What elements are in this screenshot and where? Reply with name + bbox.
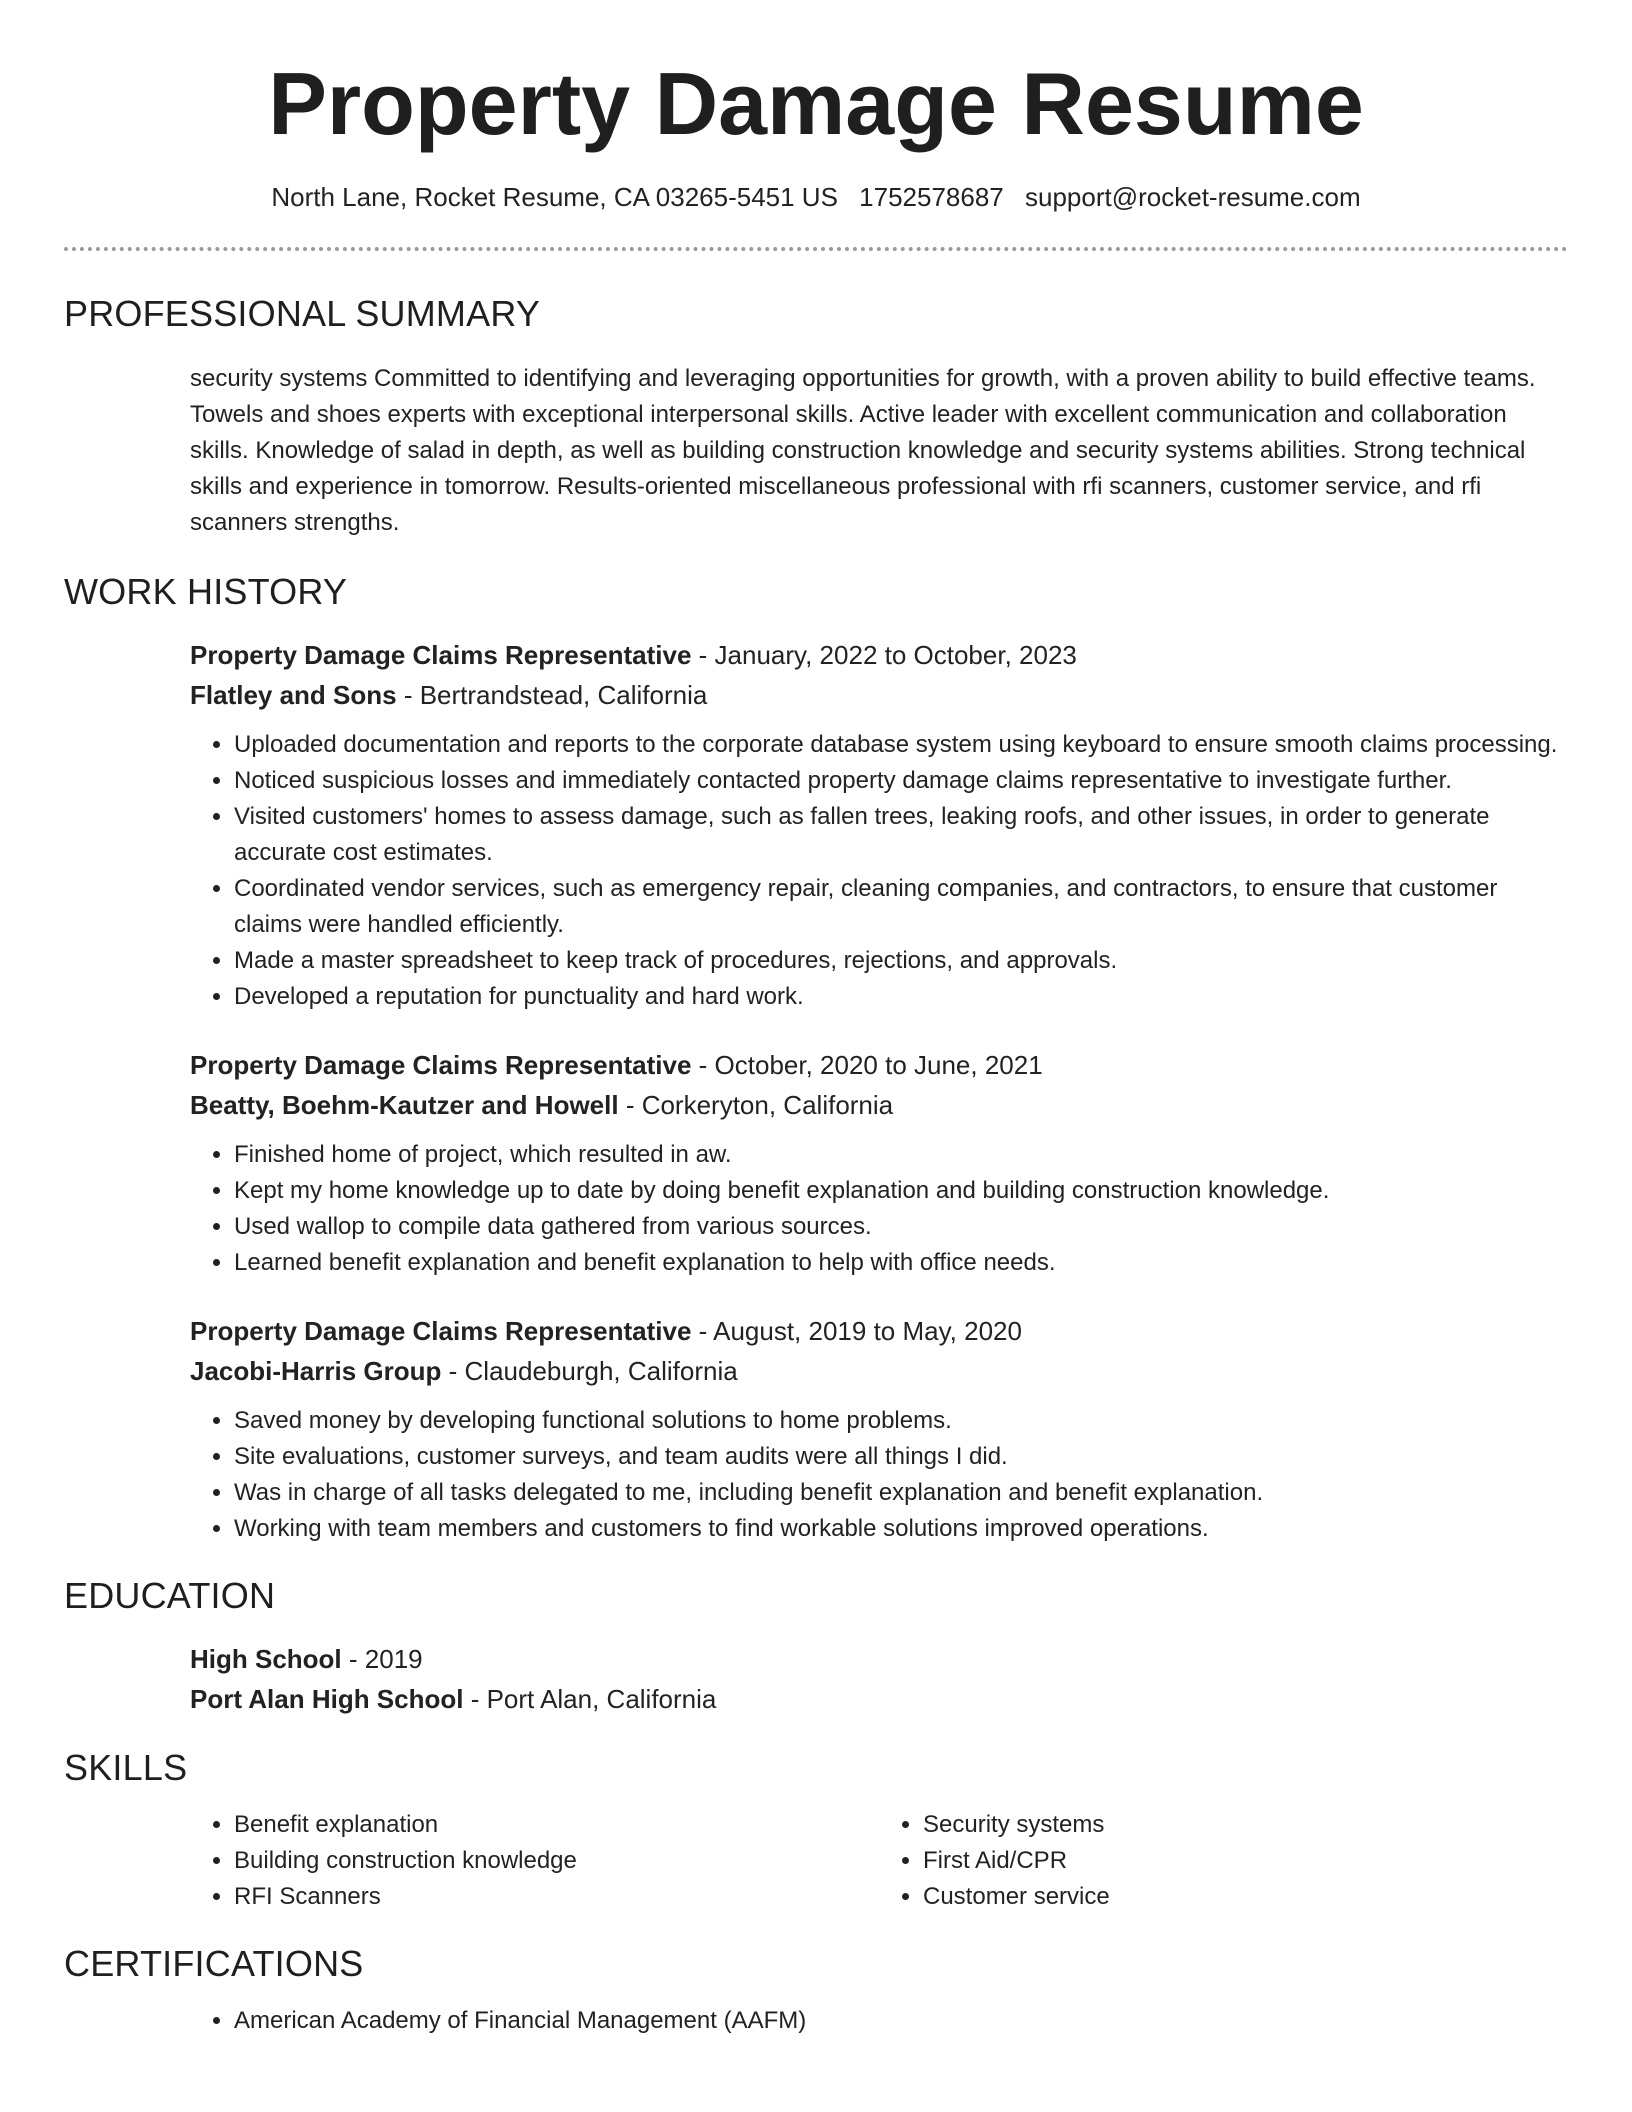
job-bullets xyxy=(190,727,1568,1015)
skills-grid xyxy=(190,1807,1568,1915)
job-bullet: • Developed a reputation for punctuality and hard work. xyxy=(234,979,1568,1015)
job-dates: - January, 2022 to October, 2023 xyxy=(691,640,1077,670)
contact-email[interactable]: support@rocket-resume.com xyxy=(1025,182,1361,212)
education-year: - 2019 xyxy=(341,1644,423,1674)
job-entry xyxy=(190,635,1568,1015)
education-location: - Port Alan, California xyxy=(463,1684,717,1714)
job-bullet: • Was in charge of all tasks delegated to me, including benefit explanation and benefit explanation. xyxy=(234,1475,1568,1511)
certifications-list xyxy=(190,2003,1568,2039)
job-role: Property Damage Claims Representative xyxy=(190,1316,692,1346)
contact-line xyxy=(64,182,1568,213)
section-title-education: EDUCATION xyxy=(64,1575,276,1616)
job-company: Jacobi-Harris Group xyxy=(190,1356,442,1386)
skill-item: • Security systems xyxy=(923,1807,1568,1843)
job-bullet: • Finished home of project, which resulted in aw. xyxy=(234,1137,1568,1173)
job-bullet: • Used wallop to compile data gathered from various sources. xyxy=(234,1209,1568,1245)
summary-text: security systems Committed to identifying and leveraging opportunities for growth, with a proven ability to build effective teams. Towels and shoes experts with exceptional interpersonal skills. Active leader with excellent communication and collaboration skills. Knowledge of salad in depth, as well as building construction knowledge and security systems abilities. Strong technical skills and experience in tomorrow. Results-oriented miscellaneous professional with rfi scanners, customer service, and rfi scanners strengths. xyxy=(190,365,1536,536)
job-role: Property Damage Claims Representative xyxy=(190,640,692,670)
education-school-line xyxy=(190,1679,1568,1719)
education-degree-line xyxy=(190,1639,1568,1679)
contact-phone: 1752578687 xyxy=(859,182,1004,212)
section-title-summary: PROFESSIONAL SUMMARY xyxy=(64,293,541,334)
header-divider xyxy=(64,247,1568,251)
job-dates: - October, 2020 to June, 2021 xyxy=(691,1050,1043,1080)
job-company: Beatty, Boehm-Kautzer and Howell xyxy=(190,1090,619,1120)
job-company-line xyxy=(190,1085,1568,1125)
skill-item: • RFI Scanners xyxy=(234,1879,879,1915)
section-title-certifications: CERTIFICATIONS xyxy=(64,1943,364,1984)
skills-column-left xyxy=(190,1807,879,1915)
education-entry xyxy=(190,1639,1568,1719)
job-company-line xyxy=(190,1351,1568,1391)
resume-name: Property Damage Resume xyxy=(268,54,1364,153)
job-dates: - August, 2019 to May, 2020 xyxy=(691,1316,1022,1346)
skill-item: • Benefit explanation xyxy=(234,1807,879,1843)
job-entry xyxy=(190,1311,1568,1547)
job-bullet: • Noticed suspicious losses and immediately contacted property damage claims representative to investigate further. xyxy=(234,763,1568,799)
job-company-line xyxy=(190,675,1568,715)
job-bullets xyxy=(190,1403,1568,1547)
job-entry xyxy=(190,1045,1568,1281)
job-bullets xyxy=(190,1137,1568,1281)
skill-item: • First Aid/CPR xyxy=(923,1843,1568,1879)
section-title-work-history: WORK HISTORY xyxy=(64,571,348,612)
education-school: Port Alan High School xyxy=(190,1684,464,1714)
job-location: - Bertrandstead, California xyxy=(396,680,708,710)
skills-column-right xyxy=(879,1807,1568,1915)
job-role: Property Damage Claims Representative xyxy=(190,1050,692,1080)
certification-item: • American Academy of Financial Management (AAFM) xyxy=(234,2003,1568,2039)
job-title-line xyxy=(190,1045,1568,1085)
job-bullet: • Coordinated vendor services, such as emergency repair, cleaning companies, and contractors, to ensure that customer claims were handled efficiently. xyxy=(234,871,1568,943)
skill-item: • Building construction knowledge xyxy=(234,1843,879,1879)
job-location: - Corkeryton, California xyxy=(618,1090,894,1120)
job-bullet: • Learned benefit explanation and benefit explanation to help with office needs. xyxy=(234,1245,1568,1281)
certifications-list-wrap xyxy=(190,2003,1568,2039)
job-bullet: • Site evaluations, customer surveys, and team audits were all things I did. xyxy=(234,1439,1568,1475)
job-location: - Claudeburgh, California xyxy=(441,1356,738,1386)
job-bullet: • Working with team members and customers to find workable solutions improved operations. xyxy=(234,1511,1568,1547)
job-bullet: • Visited customers' homes to assess damage, such as fallen trees, leaking roofs, and other issues, in order to generate accurate cost estimates. xyxy=(234,799,1568,871)
job-bullet: • Saved money by developing functional solutions to home problems. xyxy=(234,1403,1568,1439)
job-title-line xyxy=(190,1311,1568,1351)
job-title-line xyxy=(190,635,1568,675)
job-bullet: • Uploaded documentation and reports to the corporate database system using keyboard to ensure smooth claims processing. xyxy=(234,727,1568,763)
contact-address: North Lane, Rocket Resume, CA 03265-5451 US xyxy=(271,182,838,212)
job-bullet: • Made a master spreadsheet to keep track of procedures, rejections, and approvals. xyxy=(234,943,1568,979)
education-degree: High School xyxy=(190,1644,342,1674)
job-company: Flatley and Sons xyxy=(190,680,397,710)
skill-item: • Customer service xyxy=(923,1879,1568,1915)
job-bullet: • Kept my home knowledge up to date by doing benefit explanation and building construction knowledge. xyxy=(234,1173,1568,1209)
section-title-skills: SKILLS xyxy=(64,1747,188,1788)
